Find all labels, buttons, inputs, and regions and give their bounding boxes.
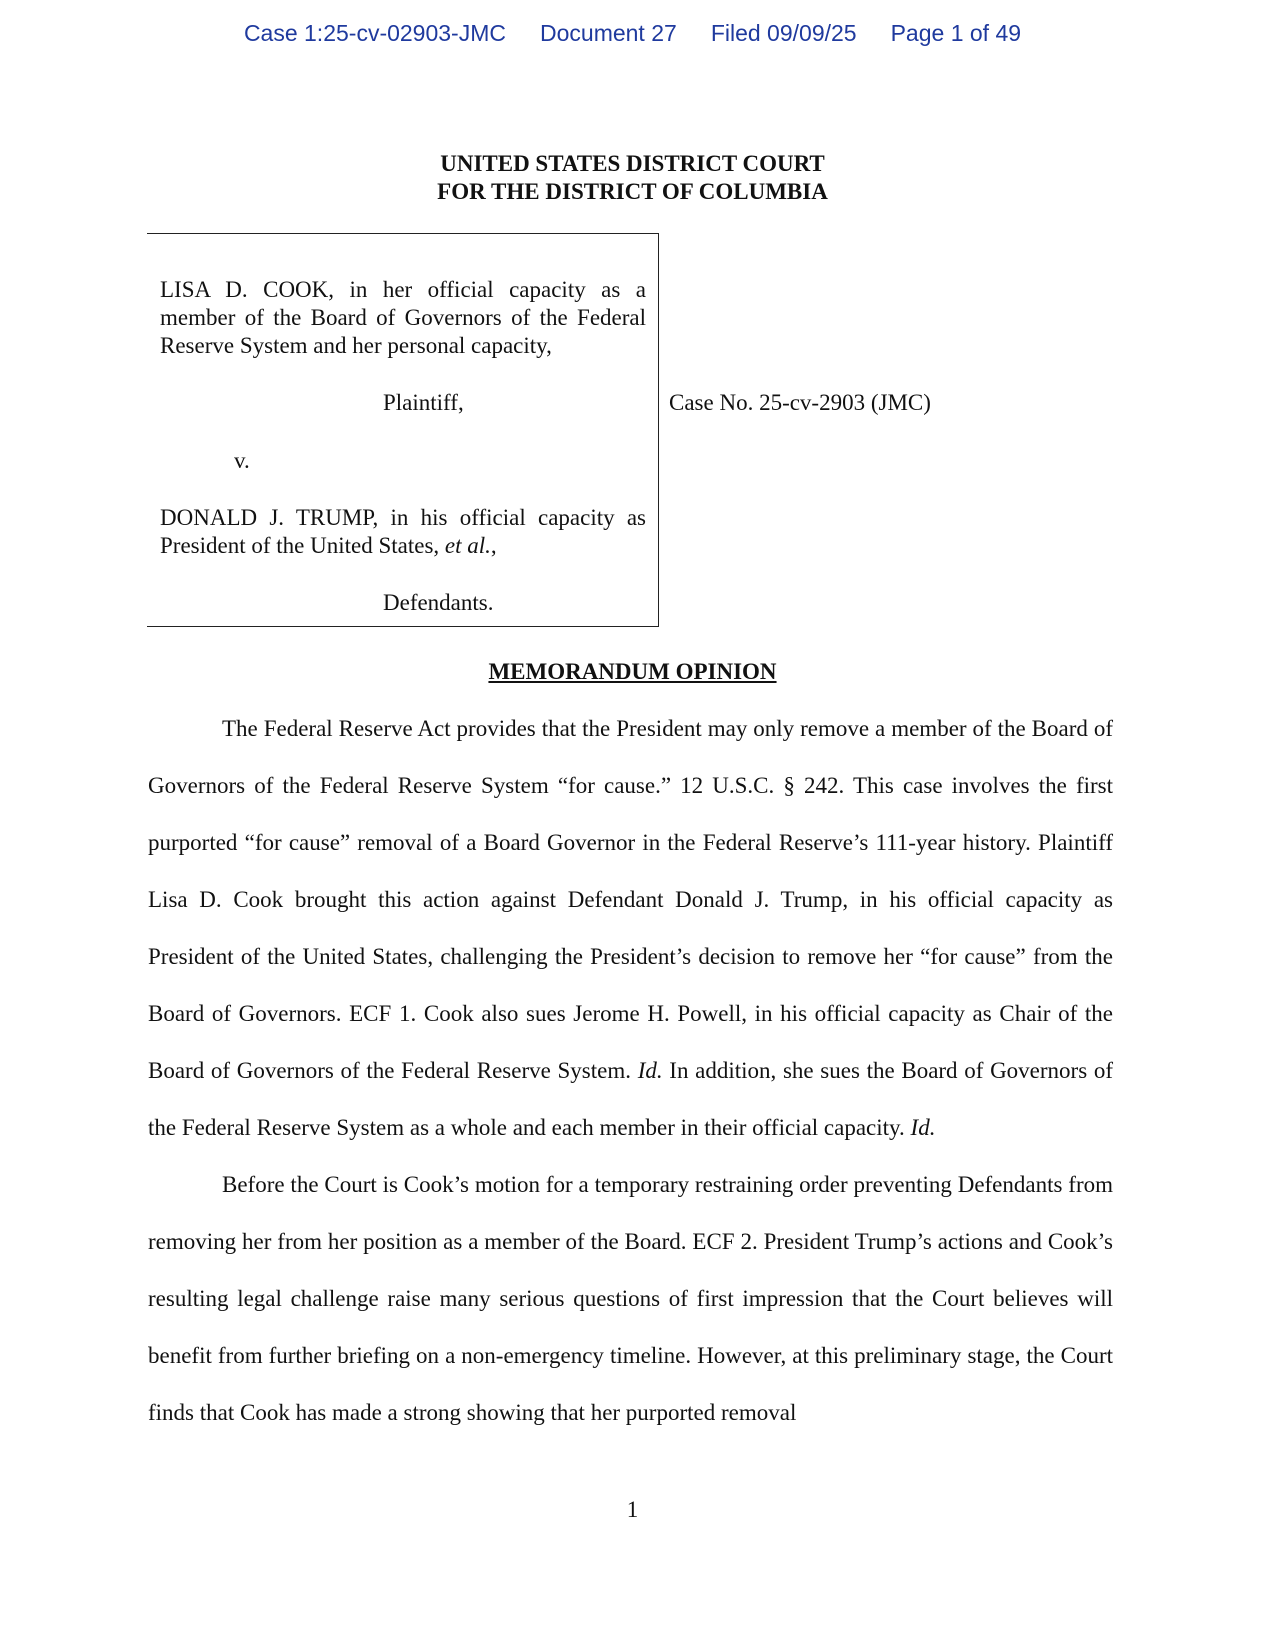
defendant-role: Defendants.: [383, 590, 494, 615]
ecf-filed-date: Filed 09/09/25: [710, 20, 857, 46]
plaintiff-role: Plaintiff,: [383, 390, 464, 415]
defendant-et-al: et al.: [444, 533, 491, 558]
ecf-page-count: Page 1 of 49: [890, 20, 1022, 46]
defendant-text: DONALD J. TRUMP, in his official capacity as President of the United States,: [160, 505, 646, 558]
versus: v.: [234, 448, 250, 473]
document-heading: MEMORANDUM OPINION: [488, 659, 777, 684]
citation-id: Id.: [637, 1058, 663, 1083]
paragraph: [148, 700, 1113, 1156]
defendant-description: [160, 504, 646, 560]
court-title-line2: FOR THE DISTRICT OF COLUMBIA: [437, 179, 828, 204]
plaintiff-description: LISA D. COOK, in her official capacity as a member of the Board of Governors of the Federal Reserve System and her personal capacity,: [160, 277, 646, 358]
paragraph: Before the Court is Cook’s motion for a temporary restraining order preventing Defendants from removing her from her position as a member of the Board. ECF 2. President Trump’s actions and Cook’s resulting legal challenge raise many serious questions of first impression that the Court believes will benefit from further briefing on a non-emergency timeline. However, at this preliminary stage, the Court finds that Cook has made a strong showing that her purported removal: [148, 1172, 1113, 1425]
ecf-case-number: Case 1:25-cv-02903-JMC: [243, 20, 506, 46]
ecf-document-number: Document 27: [540, 20, 677, 46]
case-number: Case No. 25-cv-2903 (JMC): [669, 390, 931, 415]
ecf-header: [0, 20, 1265, 47]
citation-id: Id.: [910, 1115, 936, 1140]
page-number: 1: [626, 1497, 639, 1522]
court-title-line1: UNITED STATES DISTRICT COURT: [440, 151, 825, 176]
court-title: [0, 150, 1265, 206]
opinion-body: [148, 700, 1113, 1441]
defendant-suffix: ,: [490, 533, 497, 558]
paragraph-text: In addition, she sues the Board of Governors of the Federal Reserve System as a whole and each member in their official capacity.: [148, 1058, 1114, 1140]
paragraph-text: The Federal Reserve Act provides that the President may only remove a member of the Board of Governors of the Federal Reserve System “for cause.” 12 U.S.C. § 242. This case involves the first purported “for cause” removal of a Board Governor in the Federal Reserve’s 111-year history. Plaintiff Lisa D. Cook brought this action against Defendant Donald J. Trump, in his official capacity as President of the United States, challenging the President’s decision to remove her “for cause” from the Board of Governors. ECF 1. Cook also sues Jerome H. Powell, in his official capacity as Chair of the Board of Governors of the Federal Reserve System.: [148, 716, 1113, 1083]
